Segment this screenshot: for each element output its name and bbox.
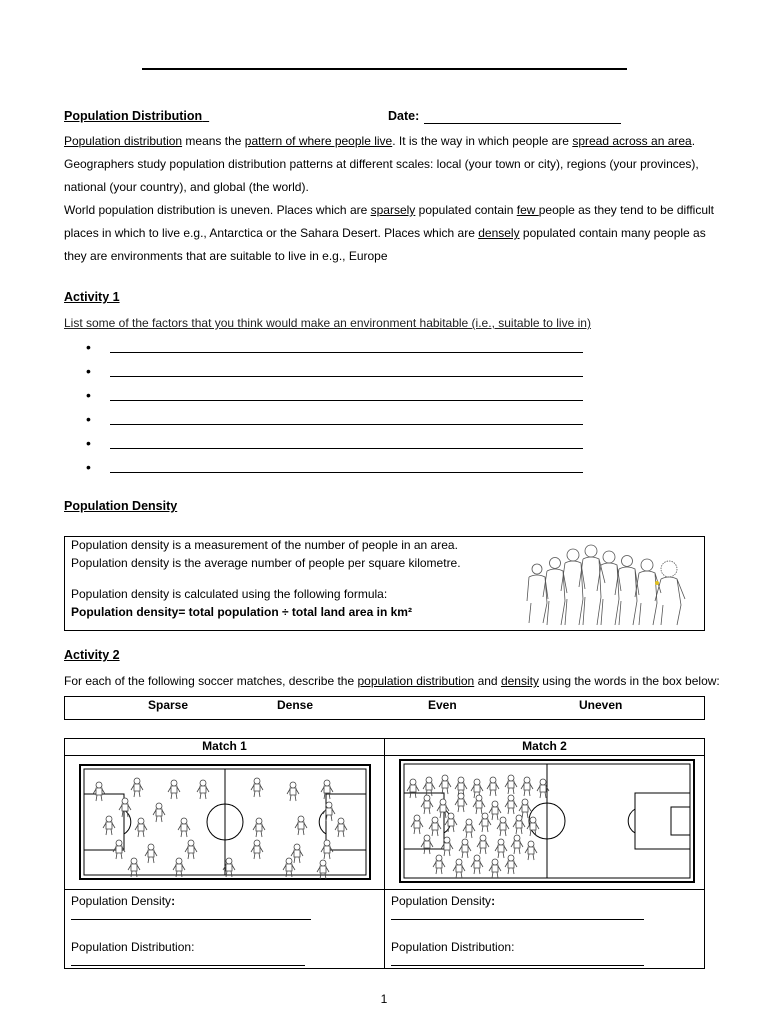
intro-line-3: national (your country), and global (the world).: [64, 180, 309, 194]
date-field[interactable]: [424, 123, 621, 124]
match-1-header: Match 1: [65, 739, 385, 756]
date-label: Date:: [388, 109, 420, 123]
answer-line-6[interactable]: •: [86, 458, 586, 476]
page-title: Population Distribution: [64, 109, 203, 123]
word-dense: Dense: [277, 698, 314, 712]
density-formula: Population density= total population ÷ total land area in km²: [71, 605, 412, 619]
match-2-density-label: Population Density:: [391, 894, 496, 908]
person-figure: [527, 564, 548, 623]
person-figure: [579, 545, 605, 625]
match-2-header: Match 2: [385, 739, 705, 756]
activity-2-instruction: For each of the following soccer matches, describe the population distribution and density using the words in the box below:: [64, 674, 720, 688]
answer-line-4[interactable]: •: [86, 410, 586, 428]
intro-line-6: they are environments that are suitable to live in e.g., Europe: [64, 249, 388, 263]
match-2-distribution-label: Population Distribution:: [391, 940, 515, 954]
density-heading: Population Density: [64, 499, 178, 513]
density-box: [64, 536, 705, 631]
match-1-cell: [65, 756, 385, 890]
intro-line-4: World population distribution is uneven. Places which are sparsely populated contain few people as they tend to be difficult: [64, 203, 714, 217]
intro-line-2: Geographers study population distribution patterns at different scales: local (your town or city), regions (your provinces),: [64, 157, 699, 171]
match-1-density-label: Population Density:: [71, 894, 176, 908]
intro-line-5: places in which to live e.g., Antarctica or the Sahara Desert. Places which are densely populated contain many people as: [64, 226, 706, 240]
title-rule: [142, 68, 627, 70]
match-1-density-field[interactable]: [71, 919, 311, 920]
density-line-3: Population density is calculated using the following formula:: [71, 587, 388, 601]
match-2-distribution-field[interactable]: [391, 965, 644, 966]
answer-line-5[interactable]: •: [86, 434, 586, 452]
match-2-density-field[interactable]: [391, 919, 644, 920]
activity-1-instruction: List some of the factors that you think would make an environment habitable (i.e., suitable to live in): [64, 316, 591, 330]
answer-line-3[interactable]: •: [86, 386, 586, 404]
word-uneven: Uneven: [579, 698, 623, 712]
density-line-1: Population density is a measurement of the number of people in an area.: [71, 538, 458, 552]
answer-line-1[interactable]: •: [86, 338, 586, 356]
matches-table: [64, 738, 705, 969]
match-1-answers: [65, 890, 385, 969]
page-number: 1: [380, 992, 388, 1006]
activity-2-heading: Activity 2: [64, 648, 120, 662]
word-box: [64, 696, 705, 720]
match-2-pitch: [399, 759, 695, 883]
word-sparse: Sparse: [148, 698, 189, 712]
match-1-distribution-field[interactable]: [71, 965, 305, 966]
crowd-illustration: [515, 543, 699, 627]
match-1-pitch: [79, 764, 371, 880]
person-figure: [655, 561, 685, 625]
highlight-dot: [655, 581, 659, 585]
match-2-cell: [385, 756, 705, 890]
density-line-2: Population density is the average number of people per square kilometre.: [71, 556, 461, 570]
match-2-answers: [385, 890, 705, 969]
person-figure: [561, 549, 585, 625]
word-even: Even: [428, 698, 457, 712]
answer-line-2[interactable]: •: [86, 362, 586, 380]
match-1-distribution-label: Population Distribution:: [71, 940, 195, 954]
activity-1-heading: Activity 1: [64, 290, 120, 304]
intro-line-1: Population distribution means the pattern of where people live. It is the way in which people are spread across an area.: [64, 134, 696, 148]
